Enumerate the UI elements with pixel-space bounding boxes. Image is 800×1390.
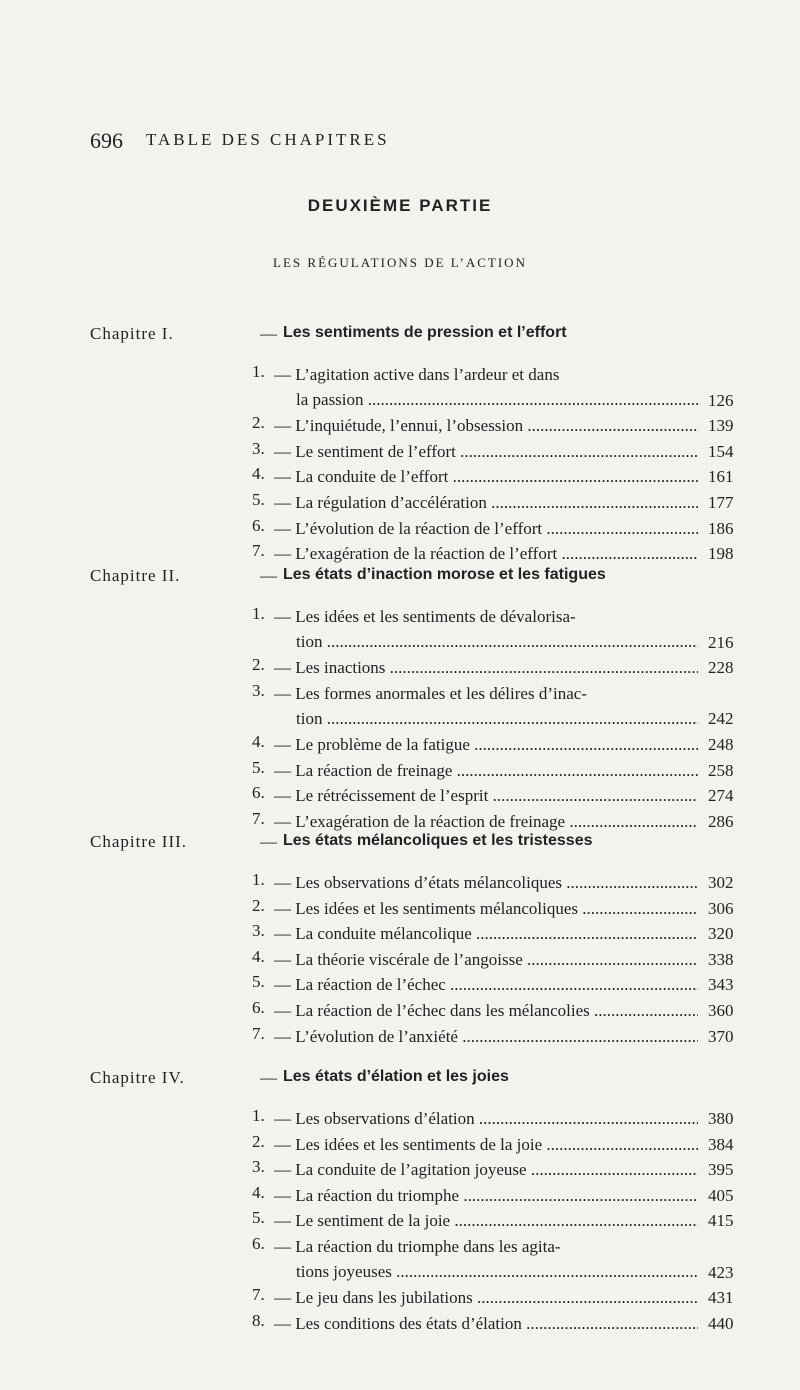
section-title-line: — La théorie viscérale de l’angoisse .....	[274, 947, 698, 972]
toc-entry	[90, 516, 790, 542]
section-title-line: — Le rétrécissement de l’esprit .....	[274, 783, 698, 808]
toc-entry	[90, 439, 790, 465]
section-number: 5.	[252, 489, 265, 509]
chapter-label: Chapitre IV.	[90, 1068, 185, 1087]
page-ref: 431	[708, 1288, 734, 1308]
section-number: 8.	[252, 1310, 265, 1330]
section-title-line: — La réaction de freinage .....	[274, 758, 698, 783]
toc-entry	[90, 655, 790, 681]
section-title	[274, 870, 698, 895]
page-ref: 198	[708, 544, 734, 564]
section-title	[274, 1234, 698, 1284]
toc-entry	[90, 998, 790, 1024]
toc-entry	[90, 681, 790, 732]
page-number: 696	[90, 128, 123, 153]
chapter-heading	[90, 324, 790, 354]
page-ref: 338	[708, 949, 734, 969]
page-ref: 343	[708, 975, 734, 995]
section-title-line: — Les formes anormales et les délires d’inac-	[274, 683, 587, 703]
page-ref: 139	[708, 416, 734, 436]
section-number: 1.	[252, 1106, 265, 1125]
section-title-line: — La réaction de l’échec .....	[274, 972, 698, 997]
page-ref: 274	[708, 786, 734, 806]
toc-entry	[90, 1234, 790, 1285]
section-number: 6.	[252, 997, 265, 1017]
section-title-line: — L’exagération de la réaction de freinage .....	[274, 809, 698, 834]
chapter-heading	[90, 832, 790, 862]
toc-entry	[90, 541, 790, 567]
section-title-line: — L’agitation active dans l’ardeur et dans	[274, 365, 560, 384]
page-ref: 320	[708, 924, 734, 944]
section-number: 6.	[252, 515, 265, 535]
section-title	[274, 681, 698, 731]
toc-entry	[90, 732, 790, 758]
toc-entry	[90, 1157, 790, 1183]
section-title-line: — Le sentiment de l’effort .....	[274, 439, 698, 464]
toc-entry	[90, 809, 790, 835]
section-title-line: — La conduite de l’effort .....	[274, 464, 698, 489]
chapter-dash: —	[260, 1068, 277, 1087]
section-title	[274, 972, 698, 997]
toc-entry	[90, 604, 790, 655]
section-number: 2.	[252, 413, 265, 433]
section-title	[274, 490, 698, 515]
section-number: 1.	[252, 604, 265, 623]
section-number: 7.	[252, 808, 265, 828]
section-title-line: — La régulation d’accélération .....	[274, 490, 698, 515]
section-title-line: — La réaction du triomphe dans les agita-	[274, 1236, 561, 1256]
section-title	[274, 732, 698, 757]
section-title	[274, 604, 698, 654]
toc-entry	[90, 783, 790, 809]
section-number: 3.	[252, 921, 265, 941]
section-number: 7.	[252, 541, 265, 561]
section-title-line: — L’évolution de l’anxiété .....	[274, 1024, 698, 1049]
section-title	[274, 439, 698, 464]
section-title-line: tions joyeuses .....	[274, 1259, 698, 1284]
section-number: 7.	[252, 1023, 265, 1043]
section-title	[274, 413, 698, 438]
toc-entry	[90, 1285, 790, 1311]
section-number: 3.	[252, 1157, 265, 1177]
section-number: 3.	[252, 680, 265, 700]
section-title	[274, 1106, 698, 1131]
toc-entry	[90, 896, 790, 922]
page-ref: 360	[708, 1000, 734, 1020]
toc-entry	[90, 1183, 790, 1209]
section-number: 4.	[252, 1182, 265, 1202]
section-title	[274, 516, 698, 541]
section-title	[274, 1132, 698, 1157]
chapter-title: Les sentiments de pression et l’effort	[283, 324, 567, 341]
section-title	[274, 464, 698, 489]
section-title-line: — La conduite mélancolique .....	[274, 921, 698, 946]
section-title-line: — L’inquiétude, l’ennui, l’obsession .....	[274, 413, 698, 438]
section-title	[274, 362, 698, 412]
page-ref: 384	[708, 1134, 734, 1154]
chapter-heading	[90, 1068, 790, 1098]
section-title-line: la passion .....	[274, 387, 698, 412]
toc-entry	[90, 947, 790, 973]
section-number: 5.	[252, 1208, 265, 1228]
toc-entry	[90, 490, 790, 516]
page-ref: 258	[708, 760, 734, 780]
section-title	[274, 809, 698, 834]
chapter	[90, 1068, 790, 1336]
section-title	[274, 947, 698, 972]
section-number: 5.	[252, 757, 265, 777]
toc-entry	[90, 870, 790, 896]
section-number: 3.	[252, 438, 265, 458]
section-title-line: — Le sentiment de la joie .....	[274, 1208, 698, 1233]
chapter	[90, 324, 790, 567]
section-number: 7.	[252, 1285, 265, 1305]
section-title-line: — Les inactions .....	[274, 655, 698, 680]
page-ref: 423	[708, 1262, 734, 1282]
section-number: 4.	[252, 946, 265, 966]
chapter-label: Chapitre I.	[90, 324, 174, 343]
page-ref: 228	[708, 658, 734, 678]
section-title-line: — Le problème de la fatigue .....	[274, 732, 698, 757]
section-title-line: — Les conditions des états d’élation .....	[274, 1311, 698, 1336]
page-ref: 415	[708, 1211, 734, 1231]
part-subtitle: LES RÉGULATIONS DE L’ACTION	[273, 255, 527, 270]
toc-entry	[90, 758, 790, 784]
toc-entry	[90, 1208, 790, 1234]
page-header	[90, 128, 790, 158]
toc-entry	[90, 921, 790, 947]
section-title	[274, 921, 698, 946]
chapter-dash: —	[260, 566, 277, 585]
page-ref: 395	[708, 1160, 734, 1180]
page-ref: 405	[708, 1185, 734, 1205]
section-title-line: tion .....	[274, 629, 698, 654]
part-title: DEUXIÈME PARTIE	[307, 196, 493, 215]
section-title	[274, 541, 698, 566]
section-number: 2.	[252, 1131, 265, 1151]
section-title-line: tion .....	[274, 706, 698, 731]
toc-entry	[90, 1106, 790, 1132]
page-ref: 380	[708, 1109, 734, 1128]
page-ref: 302	[708, 873, 734, 892]
section-title	[274, 998, 698, 1023]
section-title-line: — La réaction de l’échec dans les mélancolies .....	[274, 998, 698, 1023]
section-title	[274, 1208, 698, 1233]
toc-entry	[90, 1024, 790, 1050]
chapter	[90, 832, 790, 1049]
section-title-line: — L’exagération de la réaction de l’effort .....	[274, 541, 698, 566]
page-ref: 286	[708, 811, 734, 831]
chapter-title: Les états d’élation et les joies	[283, 1068, 509, 1085]
section-title-line: — La conduite de l’agitation joyeuse .....	[274, 1157, 698, 1182]
section-title	[274, 1285, 698, 1310]
section-number: 6.	[252, 1233, 265, 1253]
chapter-label: Chapitre III.	[90, 832, 188, 851]
page-ref: 248	[708, 734, 734, 754]
chapter-title: Les états mélancoliques et les tristesses	[283, 832, 593, 849]
page-ref: 154	[708, 441, 734, 461]
section-number: 2.	[252, 655, 265, 675]
toc-entry	[90, 413, 790, 439]
page-ref: 440	[708, 1313, 734, 1333]
page-ref: 161	[708, 467, 734, 487]
running-title: TABLE DES CHAPITRES	[146, 130, 390, 149]
section-title	[274, 783, 698, 808]
toc-entry	[90, 464, 790, 490]
section-title-line: — Le jeu dans les jubilations .....	[274, 1285, 698, 1310]
section-number: 2.	[252, 895, 265, 915]
section-title-line: — Les idées et les sentiments de dévalorisa-	[274, 607, 576, 626]
toc-entry	[90, 972, 790, 998]
section-title	[274, 1157, 698, 1182]
toc-entry	[90, 362, 790, 413]
chapter-dash: —	[260, 832, 277, 851]
chapter	[90, 566, 790, 834]
section-number: 4.	[252, 464, 265, 484]
chapter-title: Les états d’inaction morose et les fatigues	[283, 566, 606, 583]
chapter-heading	[90, 566, 790, 596]
section-title-line: — L’évolution de la réaction de l’effort .....	[274, 516, 698, 541]
toc-entry	[90, 1311, 790, 1337]
section-title-line: — Les observations d’états mélancoliques .....	[274, 870, 698, 895]
section-title	[274, 1183, 698, 1208]
section-title-line: — Les observations d’élation .....	[274, 1106, 698, 1131]
section-title	[274, 1311, 698, 1336]
page-ref: 242	[708, 709, 734, 729]
section-title-line: — Les idées et les sentiments mélancoliques .....	[274, 896, 698, 921]
section-number: 6.	[252, 783, 265, 803]
page-ref: 370	[708, 1026, 734, 1046]
section-number: 1.	[252, 362, 265, 381]
page-ref: 177	[708, 492, 734, 512]
page-ref: 126	[708, 390, 734, 410]
section-title	[274, 655, 698, 680]
page-ref: 216	[708, 632, 734, 652]
section-title-line: — La réaction du triomphe .....	[274, 1183, 698, 1208]
section-title	[274, 896, 698, 921]
section-title	[274, 1024, 698, 1049]
page-ref: 186	[708, 518, 734, 538]
section-number: 4.	[252, 731, 265, 751]
page-ref: 306	[708, 898, 734, 918]
section-number: 5.	[252, 972, 265, 992]
chapter-label: Chapitre II.	[90, 566, 181, 585]
toc-entry	[90, 1132, 790, 1158]
section-title	[274, 758, 698, 783]
section-title-line: — Les idées et les sentiments de la joie .....	[274, 1132, 698, 1157]
chapter-dash: —	[260, 324, 277, 343]
section-number: 1.	[252, 870, 265, 889]
